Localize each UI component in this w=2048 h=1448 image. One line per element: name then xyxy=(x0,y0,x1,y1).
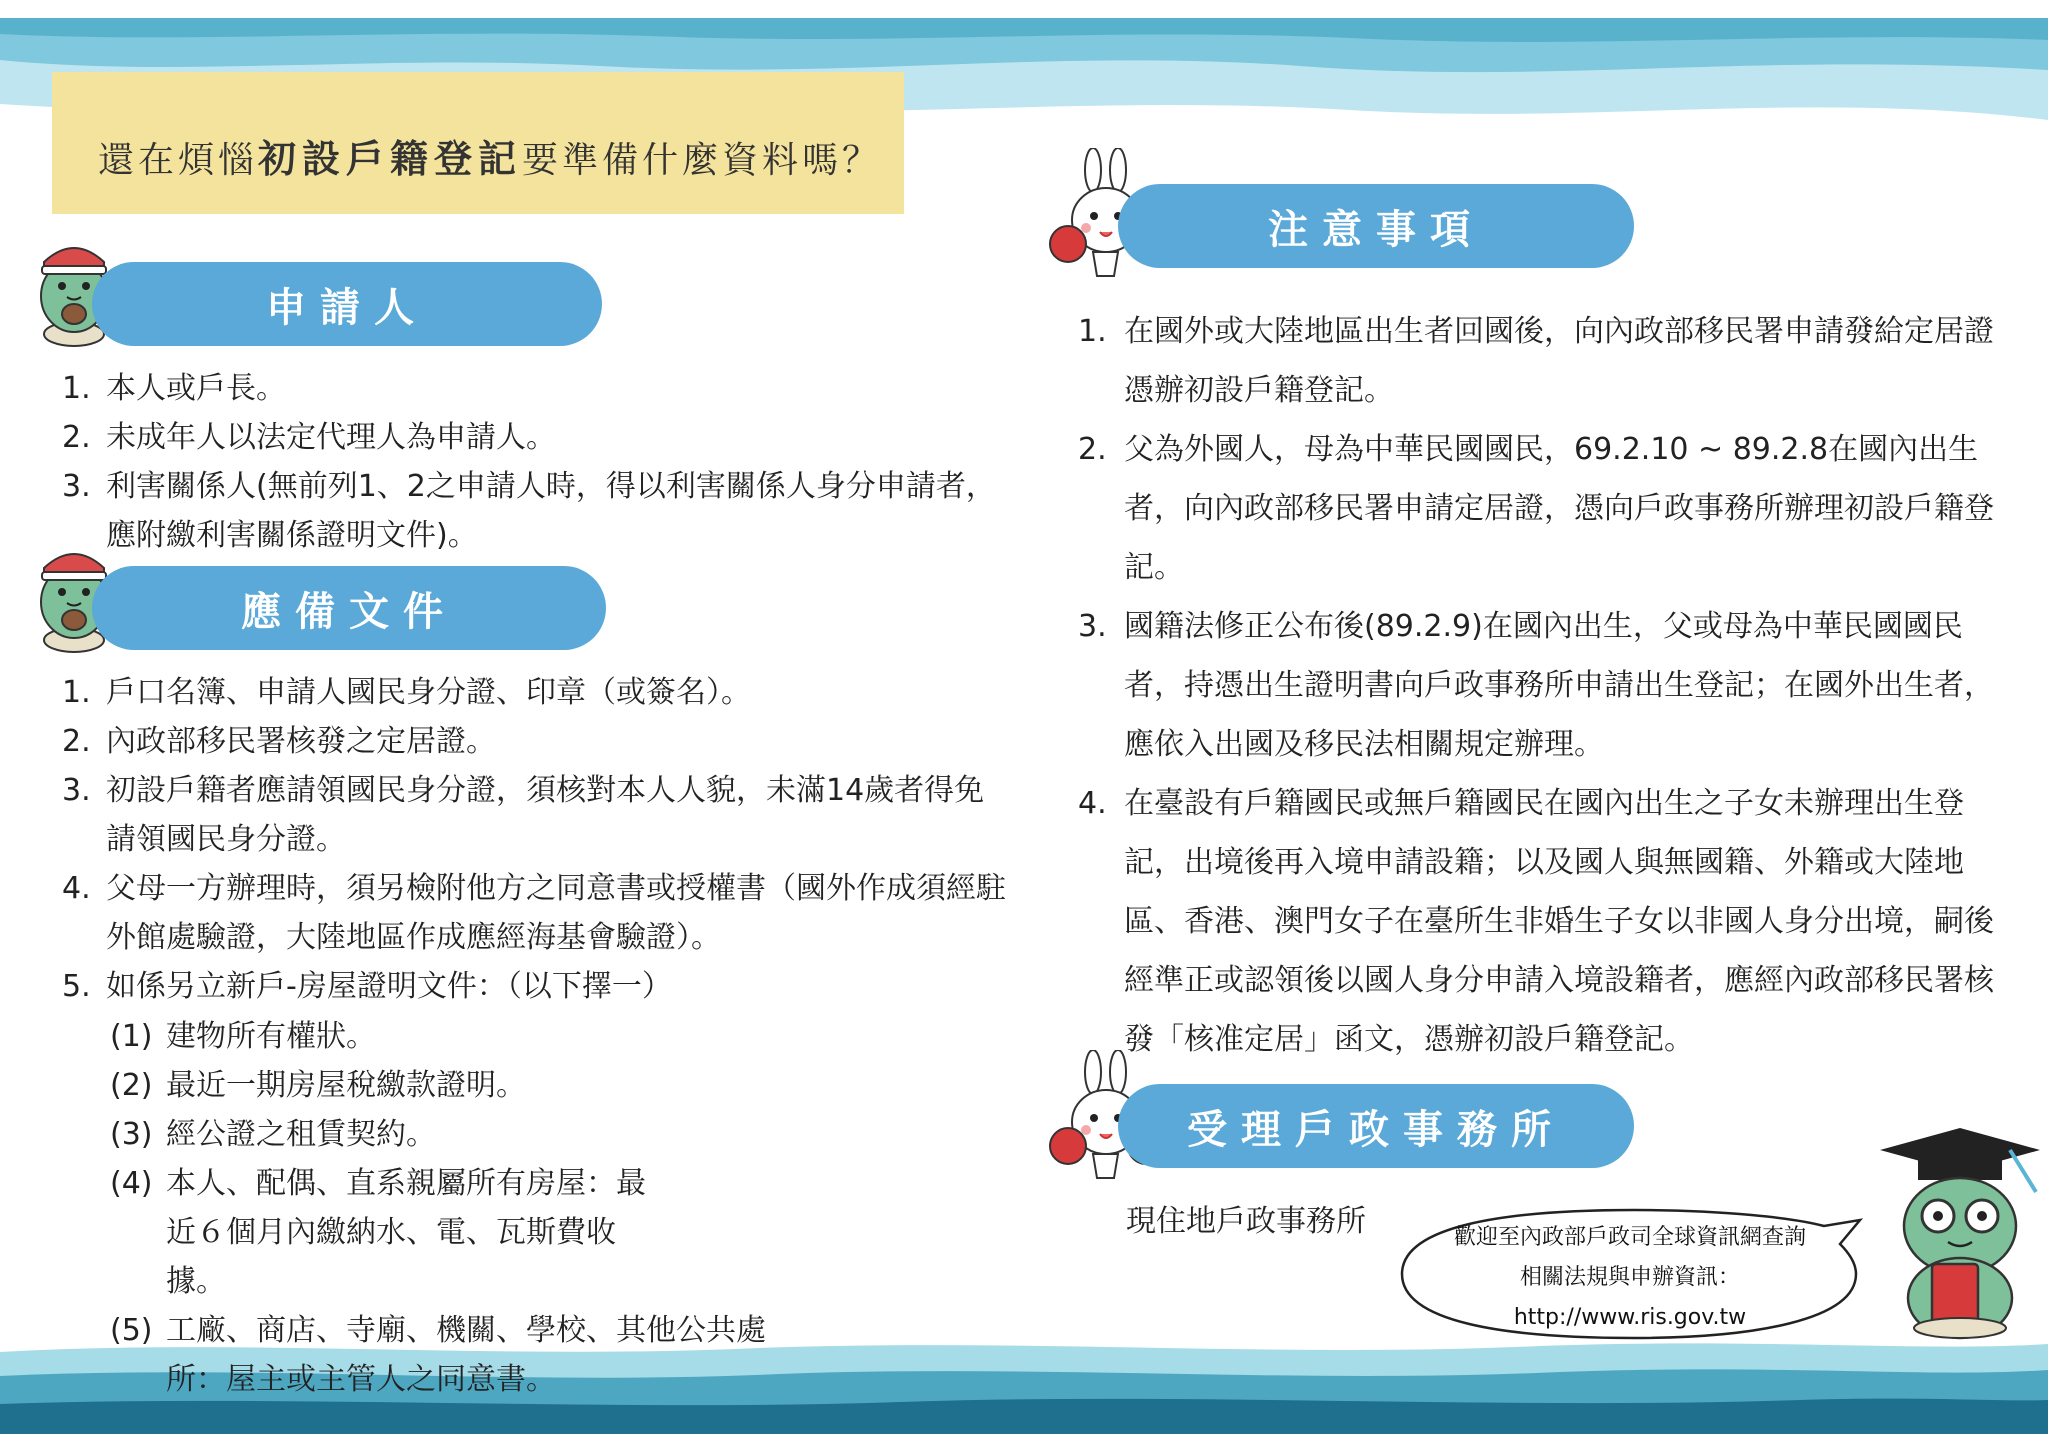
documents-title-text: 應備文件 xyxy=(241,588,457,635)
documents-sublist xyxy=(110,1012,850,1404)
list-item xyxy=(62,717,1010,766)
section-title-office xyxy=(1118,1084,1634,1168)
item-number: 1. xyxy=(1078,314,1107,349)
title-suffix: 要準備什麼資料嗎？ xyxy=(522,140,883,181)
bubble-line2: 相關法規與申辦資訊： xyxy=(1519,1265,1740,1290)
item-number: 2. xyxy=(1078,432,1107,467)
item-text: 本人或戶長。 xyxy=(106,371,286,406)
list-item xyxy=(62,962,1010,1011)
applicant-title-text: 申請人 xyxy=(266,284,428,331)
list-item xyxy=(62,364,1002,413)
subitem-text: 經公證之租賃契約。 xyxy=(166,1117,436,1152)
subitem-number: (1) xyxy=(110,1019,153,1054)
sublist-item xyxy=(110,1306,806,1404)
item-text: 如係另立新戶-房屋證明文件：（以下擇一） xyxy=(106,969,672,1004)
item-text: 戶口名簿、申請人國民身分證、印章（或簽名）。 xyxy=(106,675,751,710)
item-number: 5. xyxy=(62,969,91,1004)
item-text: 初設戶籍者應請領國民身分證，須核對本人人貌，未滿14歲者得免請領國民身分證。 xyxy=(106,773,985,857)
notes-list xyxy=(1078,302,2018,1069)
list-item xyxy=(62,413,1002,462)
section-title-documents xyxy=(92,566,606,650)
bubble-text xyxy=(1420,1218,1840,1338)
item-text: 國籍法修正公布後(89.2.9)在國內出生，父或母為中華民國國民者，持憑出生證明書向戶政事務所申請出生登記；在國外出生者，應依入出國及移民法相關規定辦理。 xyxy=(1124,609,1994,762)
list-item xyxy=(1078,420,2018,597)
item-text: 父母一方辦理時，須另檢附他方之同意書或授權書（國外作成須經駐外館處驗證，大陸地區作成應經海基會驗證）。 xyxy=(106,871,1006,955)
section-title-notes xyxy=(1118,184,1634,268)
item-text: 未成年人以法定代理人為申請人。 xyxy=(106,420,556,455)
item-number: 1. xyxy=(62,371,91,406)
subitem-text: 工廠、商店、寺廟、機關、學校、其他公共處所：屋主或主管人之同意書。 xyxy=(166,1313,766,1397)
sublist-item xyxy=(110,1159,646,1306)
sublist-item xyxy=(110,1012,850,1061)
subitem-text: 最近一期房屋稅繳款證明。 xyxy=(166,1068,526,1103)
item-text: 在臺設有戶籍國民或無戶籍國民在國內出生之子女未辦理出生登記，出境後再入境申請設籍；以及國人與無國籍、外籍或大陸地區、香港、澳門女子在臺所生非婚生子女以非國人身分出境，嗣後經準正或認領後以國人身分申請入境設籍者，應經內政部移民署核發「核准定居」函文，憑辦初設戶籍登記。 xyxy=(1124,786,1994,1057)
item-text: 利害關係人(無前列1、2之申請人時，得以利害關係人身分申請者，應附繳利害關係證明文件)。 xyxy=(106,469,996,553)
list-item xyxy=(1078,597,2018,774)
sublist-item xyxy=(110,1061,850,1110)
subitem-number: (5) xyxy=(110,1313,153,1348)
title-prefix: 還在煩惱 xyxy=(98,140,259,181)
bubble-url: http://www.ris.gov.tw xyxy=(1513,1305,1747,1330)
item-number: 4. xyxy=(1078,786,1107,821)
notes-title-text: 注意事項 xyxy=(1268,206,1484,253)
subitem-number: (3) xyxy=(110,1117,153,1152)
item-number: 1. xyxy=(62,675,91,710)
list-item xyxy=(62,766,1010,864)
list-item xyxy=(62,668,1010,717)
graduate-turtle-icon xyxy=(1860,1124,2040,1340)
office-text: 現住地戶政事務所 xyxy=(1126,1204,1366,1239)
item-text: 在國外或大陸地區出生者回國後，向內政部移民署申請發給定居證憑辦初設戶籍登記。 xyxy=(1124,314,1994,408)
item-number: 2. xyxy=(62,724,91,759)
applicant-list xyxy=(62,364,1002,560)
item-text: 內政部移民署核發之定居證。 xyxy=(106,724,496,759)
item-number: 3. xyxy=(62,773,91,808)
subitem-number: (2) xyxy=(110,1068,153,1103)
item-number: 3. xyxy=(62,469,91,504)
item-number: 2. xyxy=(62,420,91,455)
item-number: 4. xyxy=(62,871,91,906)
subitem-number: (4) xyxy=(110,1166,153,1201)
subitem-text: 本人、配偶、直系親屬所有房屋：最近６個月內繳納水、電、瓦斯費收據。 xyxy=(166,1166,646,1299)
list-item xyxy=(1078,774,2018,1069)
subitem-text: 建物所有權狀。 xyxy=(166,1019,376,1054)
documents-list xyxy=(62,668,1010,1011)
item-number: 3. xyxy=(1078,609,1107,644)
item-text: 父為外國人，母為中華民國國民，69.2.10 ~ 89.2.8在國內出生者，向內政部移民署申請定居證，憑向戶政事務所辦理初設戶籍登記。 xyxy=(1124,432,1994,585)
page-title xyxy=(98,128,882,183)
list-item xyxy=(62,462,1002,560)
sublist-item xyxy=(110,1110,850,1159)
list-item xyxy=(1078,302,2018,420)
list-item xyxy=(62,864,1010,962)
title-highlight: 初設戶籍登記 xyxy=(258,137,523,181)
section-title-applicant xyxy=(92,262,602,346)
office-title-text: 受理戶政事務所 xyxy=(1187,1106,1565,1153)
bubble-line1: 歡迎至內政部戶政司全球資訊網查詢 xyxy=(1453,1225,1806,1250)
